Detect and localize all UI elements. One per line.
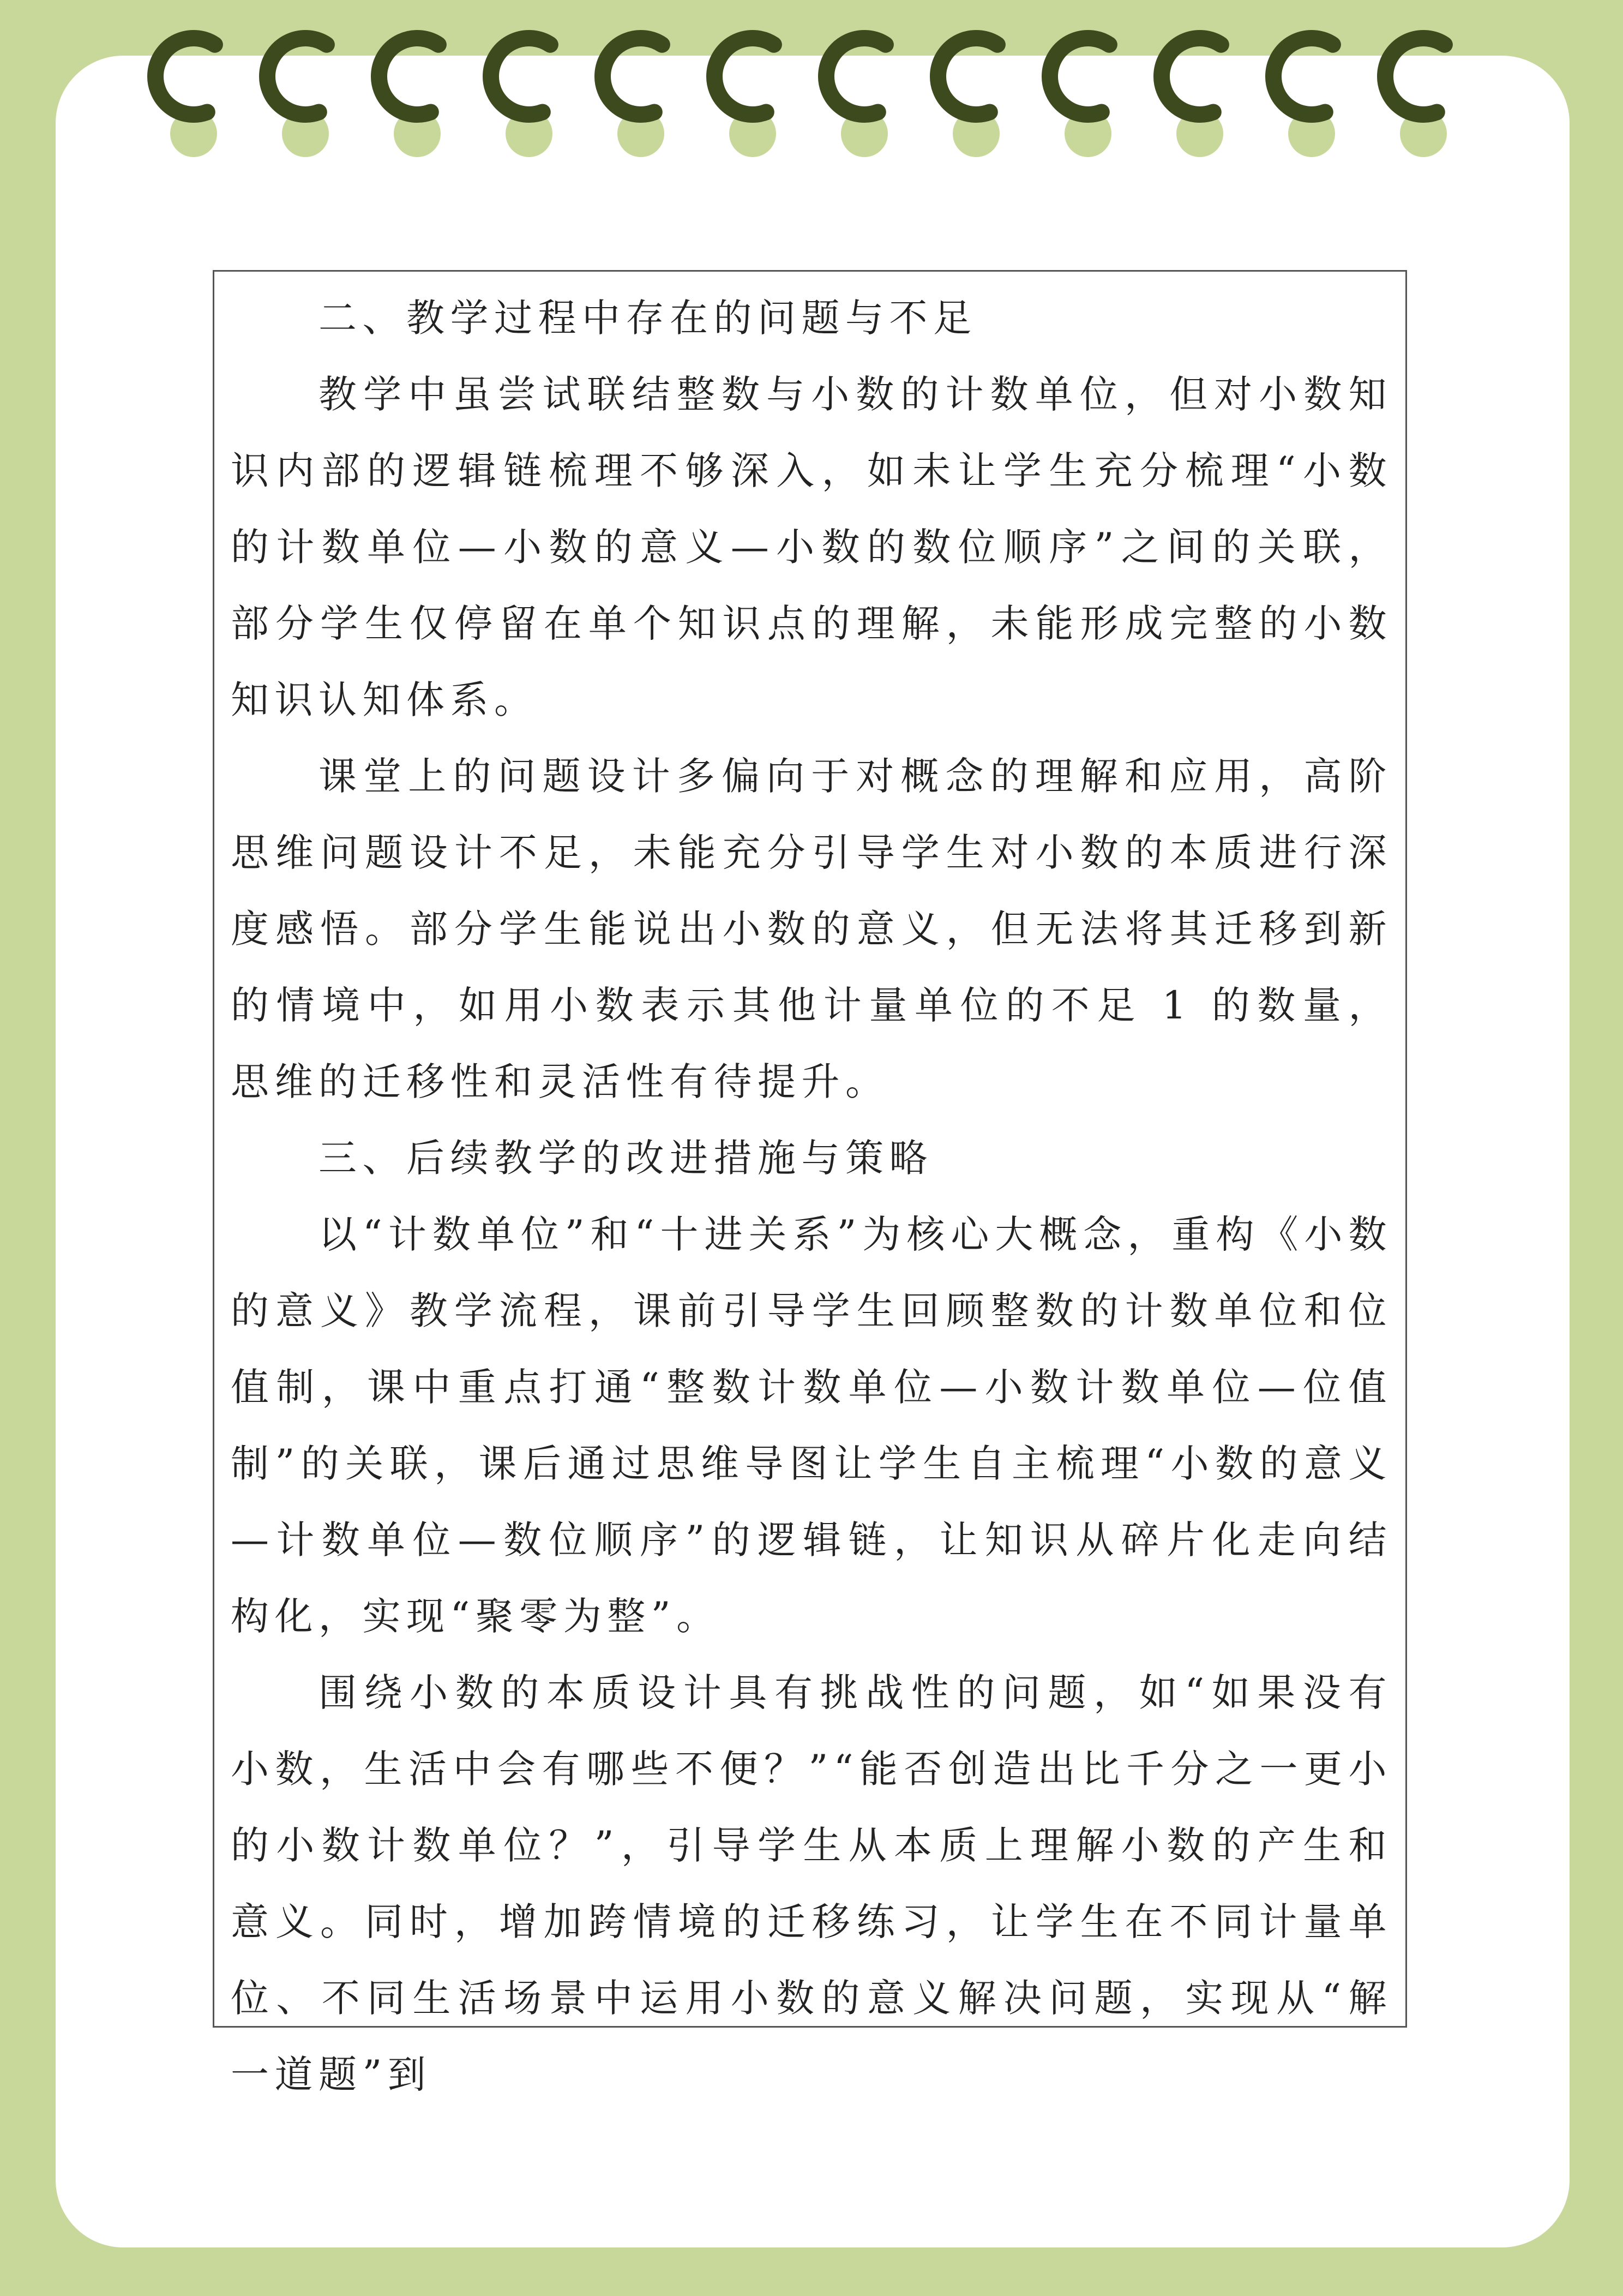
spiral-binding-ring-icon — [603, 38, 662, 115]
spiral-binding-ring-icon — [826, 38, 886, 115]
spiral-binding-ring-icon — [714, 38, 774, 115]
spiral-binding-ring-icon — [1050, 38, 1109, 115]
spiral-binding-ring-icon — [379, 38, 438, 115]
spiral-binding-ring-icon — [155, 38, 215, 115]
spiral-binding-ring-icon — [267, 38, 327, 115]
spiral-binding-ring-icon — [938, 38, 997, 115]
paragraph-improvements-1: 以“计数单位”和“十进关系”为核心大概念，重构《小数的意义》教学流程，课前引导学生回顾整数的计数单位和位值制，课中重点打通“整数计数单位—小数计数单位—位值制”的关联，课后通过思维导图让学生自主梳理“小数的意义—计数单位—数位顺序”的逻辑链，让知识从碎片化走向结构化，实现“聚零为整”。 — [231, 1212, 1392, 1639]
document-body — [231, 280, 1392, 2113]
document-text-box — [213, 270, 1407, 2097]
spiral-binding-ring-icon — [491, 38, 550, 115]
section-heading-problems: 二、教学过程中存在的问题与不足 — [318, 296, 977, 340]
spiral-binding-ring-icon — [1273, 38, 1333, 115]
spiral-binding-ring-icon — [1162, 38, 1221, 115]
spiral-binding — [0, 0, 1623, 175]
spiral-binding-ring-icon — [1385, 38, 1445, 115]
section-heading-improvements: 三、后续教学的改进措施与策略 — [318, 1136, 933, 1180]
paragraph-problems-2: 课堂上的问题设计多偏向于对概念的理解和应用，高阶思维问题设计不足，未能充分引导学生对小数的本质进行深度感悟。部分学生能说出小数的意义，但无法将其迁移到新的情境中，如用小数表示其他计量单位的不足 1 的数量，思维的迁移性和灵活性有待提升。 — [231, 754, 1392, 1104]
paragraph-improvements-2: 围绕小数的本质设计具有挑战性的问题，如“如果没有小数，生活中会有哪些不便？”“能否创造出比千分之一更小的小数计数单位？”，引导学生从本质上理解小数的产生和意义。同时，增加跨情境的迁移练习，让学生在不同计量单位、不同生活场景中运用小数的意义解决问题，实现从“解一道题”到 — [231, 1670, 1392, 2097]
paragraph-problems-1: 教学中虽尝试联结整数与小数的计数单位，但对小数知识内部的逻辑链梳理不够深入，如未让学生充分梳理“小数的计数单位—小数的意义—小数的数位顺序”之间的关联，部分学生仅停留在单个知识点的理解，未能形成完整的小数知识认知体系。 — [231, 372, 1392, 722]
